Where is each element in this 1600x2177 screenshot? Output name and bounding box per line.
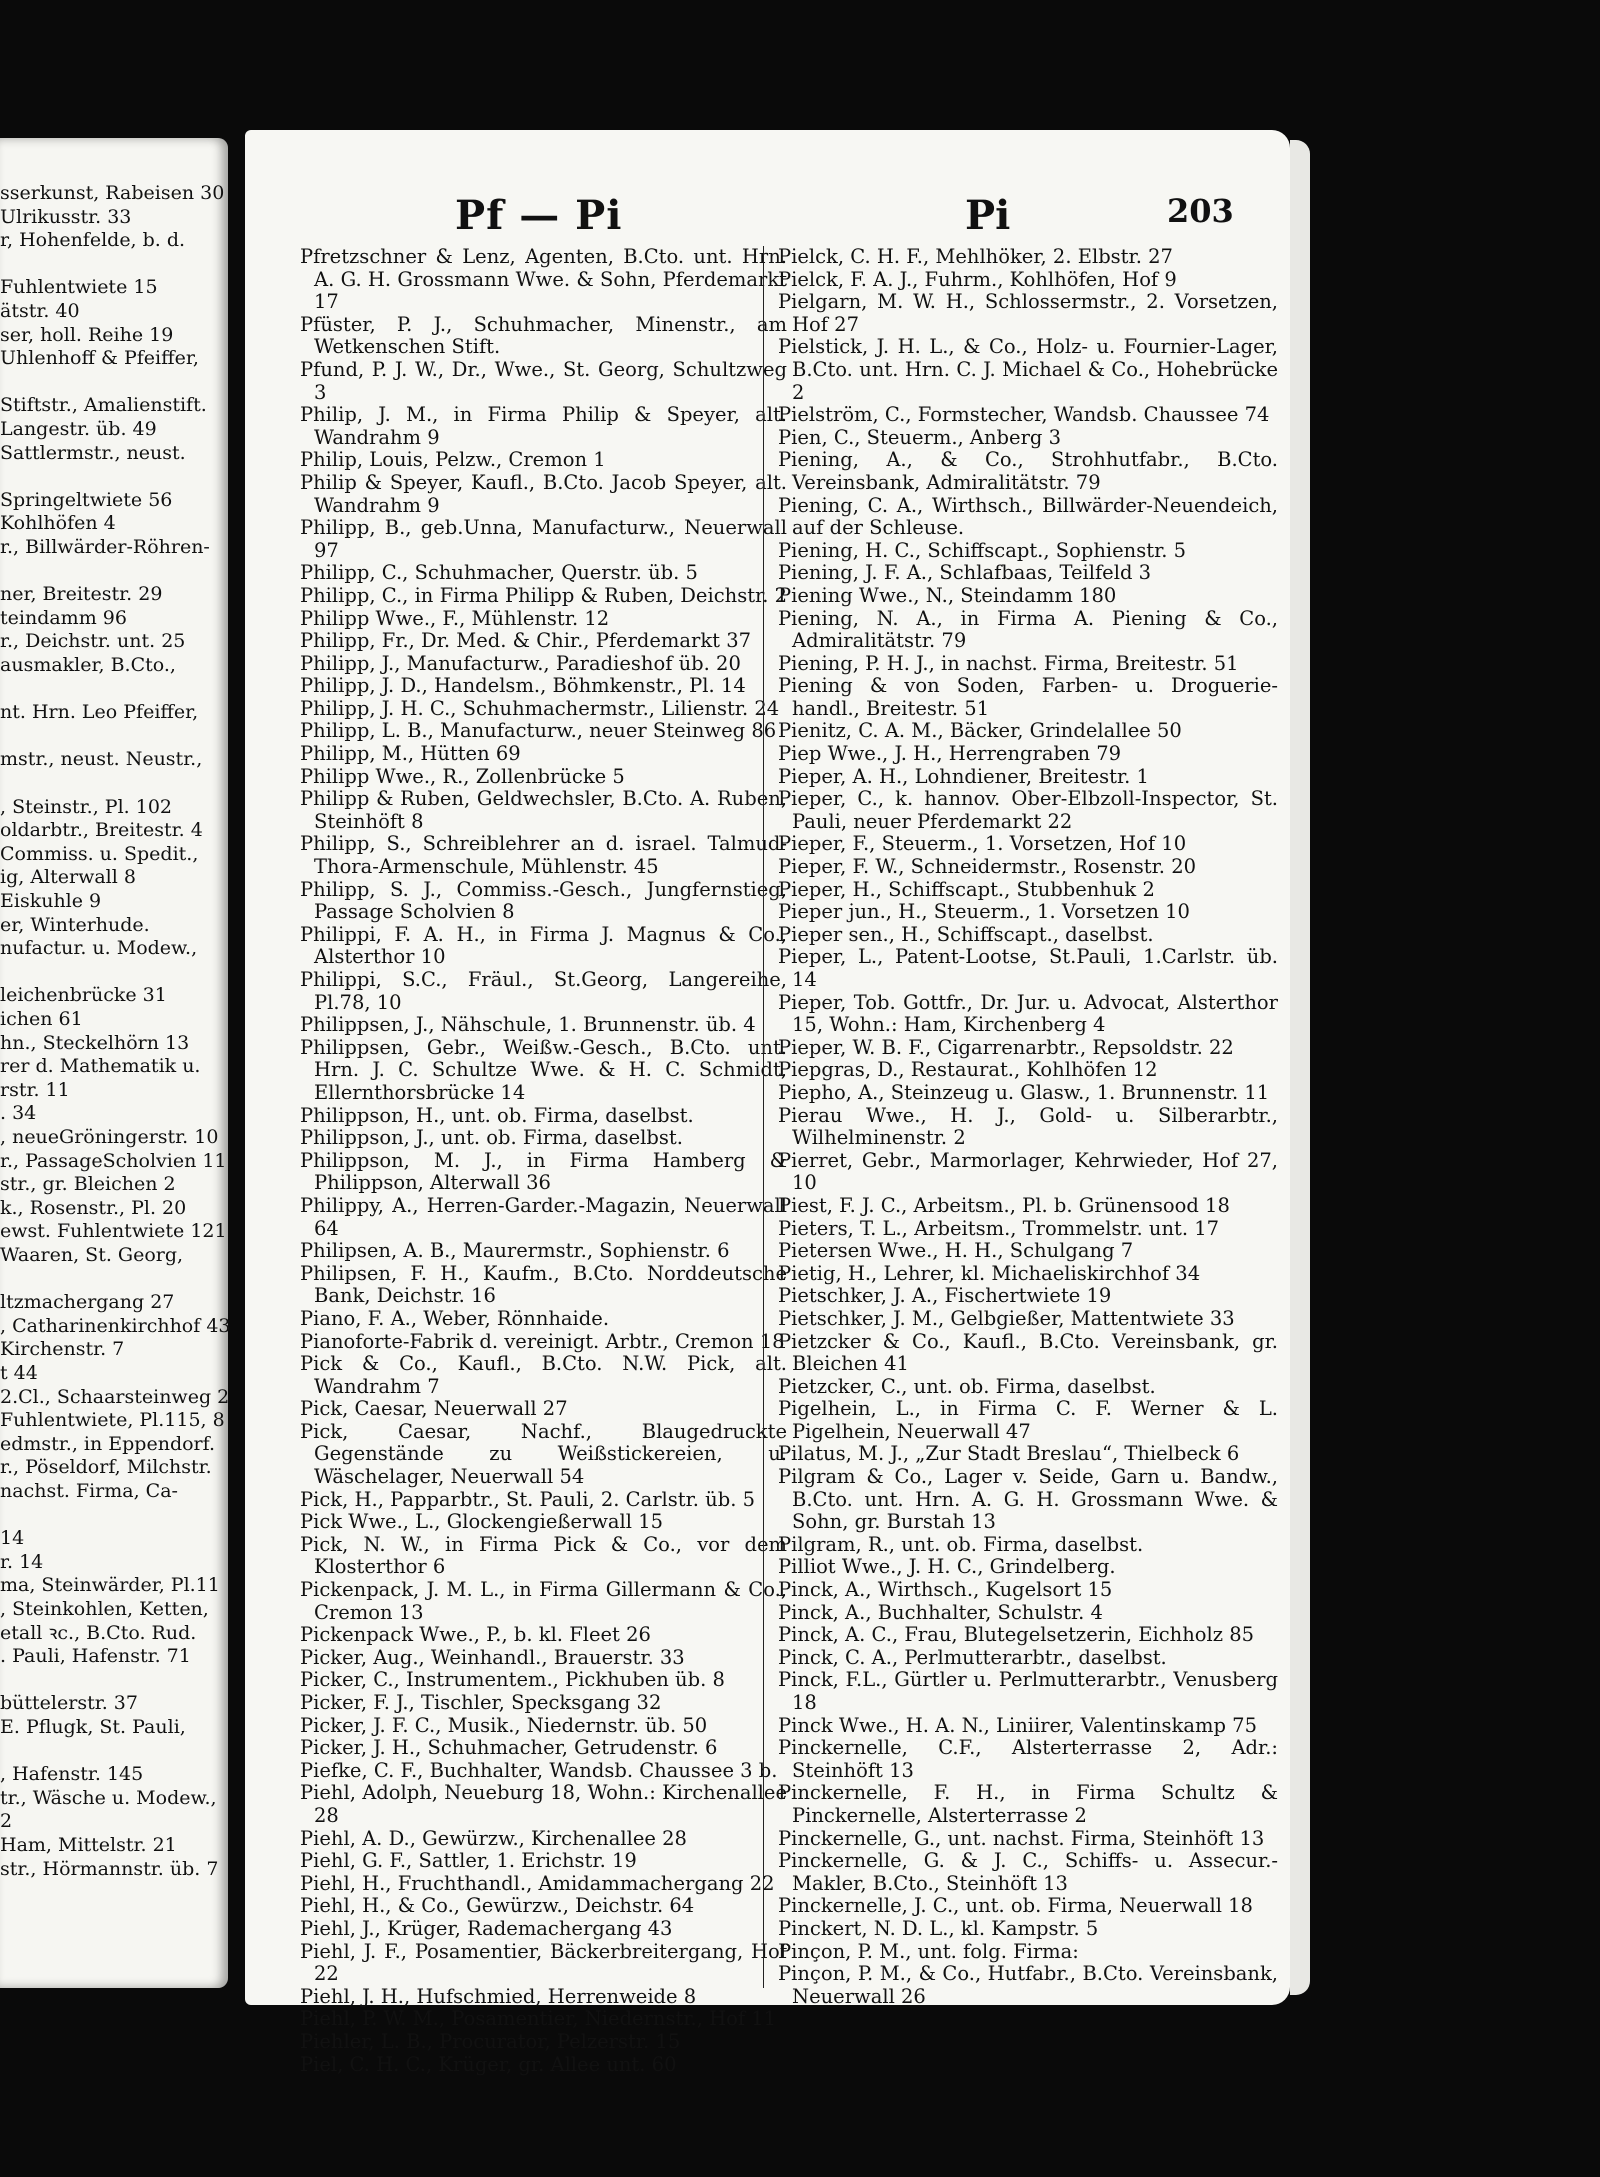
left-page-line: rer d. Mathematik u. — [0, 1055, 201, 1078]
directory-entry: Philipp Wwe., R., Zollenbrücke 5 — [300, 764, 625, 788]
directory-entry: Pieper, Tob. Gottfr., Dr. Jur. u. Advocat, Alsterthor 15, Wohn.: Ham, Kirchenberg 4 — [778, 990, 1278, 1037]
directory-entry: Pietersen Wwe., H. H., Schulgang 7 — [778, 1239, 1134, 1263]
directory-entry: Pien, C., Steuerm., Anberg 3 — [778, 425, 1061, 449]
directory-entry: Piening, C. A., Wirthsch., Billwärder-Neuendeich, auf der Schleuse. — [778, 493, 1278, 540]
left-page-line: büttelerstr. 37 — [0, 1692, 138, 1715]
directory-entry: Piehler, L. B., Procurator, Pelzerstr. 15 — [300, 2029, 681, 2053]
directory-entry: Philip, Louis, Pelzw., Cremon 1 — [300, 448, 606, 472]
directory-entry: Pickenpack, J. M. L., in Firma Gillermann & Co., Cremon 13 — [300, 1578, 787, 1624]
right-column — [763, 245, 1278, 2008]
directory-entry: Philipp, C., Schuhmacher, Querstr. üb. 5 — [300, 561, 698, 585]
directory-entry: Piepgras, D., Restaurat., Kohlhöfen 12 — [778, 1058, 1158, 1082]
directory-entry: Philipp, J. H. C., Schuhmachermstr., Lilienstr. 24 — [300, 696, 780, 720]
left-page-line: , Steinkohlen, Ketten, — [0, 1598, 209, 1620]
directory-entry: Pigelhein, L., in Firma C. F. Werner & L. Pigelhein, Neuerwall 47 — [778, 1397, 1278, 1443]
directory-entry: Pick & Co., Kaufl., B.Cto. N.W. Pick, alt. Wandrahm 7 — [300, 1352, 787, 1398]
directory-entry: Pilgram & Co., Lager v. Seide, Garn u. Bandw., B.Cto. unt. Hrn. A. G. H. Grossmann Wwe. & Sohn, gr. Burstah 13 — [778, 1465, 1278, 1534]
directory-entry: Pieper jun., H., Steuerm., 1. Vorsetzen 10 — [778, 900, 1190, 924]
left-page-line: mstr., neust. Neustr., — [0, 748, 203, 771]
left-page-line: nachst. Firma, Ca- — [0, 1480, 178, 1502]
directory-entry: Piehl, Adolph, Neueburg 18, Wohn.: Kirchenallee 28 — [300, 1781, 787, 1827]
left-page-line: etall ꝛc., B.Cto. Rud. — [0, 1621, 197, 1644]
directory-entry: Pielck, C. H. F., Mehlhöker, 2. Elbstr. 27 — [778, 245, 1173, 268]
left-page-line: ma, Steinwärder, Pl.11 — [0, 1574, 220, 1597]
directory-entry: Picker, J. H., Schuhmacher, Getrudenstr. 6 — [300, 1736, 718, 1760]
left-page-line: r., PassageScholvien 11 — [0, 1149, 227, 1172]
directory-entry: Piening, A., & Co., Strohhutfabr., B.Cto. Vereinsbank, Admiralitätstr. 79 — [778, 448, 1278, 494]
directory-entry: Pinckernelle, J. C., unt. ob. Firma, Neuerwall 18 — [778, 1894, 1253, 1918]
left-page-line: Sattlermstr., neust. — [0, 441, 186, 464]
directory-entry: Philipp, Fr., Dr. Med. & Chir., Pferdemarkt 37 — [300, 629, 752, 653]
directory-entry: Philipp, J., Manufacturw., Paradieshof üb. 20 — [300, 651, 741, 675]
directory-entry: Philipp, L. B., Manufacturw., neuer Steinweg 86 — [300, 719, 777, 743]
directory-entry: Philippson, H., unt. ob. Firma, daselbst. — [300, 1103, 694, 1127]
directory-entry: Pick, Caesar, Neuerwall 27 — [300, 1397, 568, 1421]
directory-entry: Piehl, J. F., Posamentier, Bäckerbreitergang, Hof 22 — [300, 1939, 787, 1986]
directory-entry: Philippson, J., unt. ob. Firma, daselbst. — [300, 1126, 683, 1150]
left-page-line: ner, Breitestr. 29 — [0, 583, 163, 606]
left-page-line: Kirchenstr. 7 — [0, 1338, 125, 1361]
directory-entry: Philipp, J. D., Handelsm., Böhmkenstr., Pl. 14 — [300, 674, 746, 698]
directory-entry: Picker, F. J., Tischler, Specksgang 32 — [300, 1691, 662, 1714]
directory-entry: Pfund, P. J. W., Dr., Wwe., St. Georg, Schultzweg 3 — [300, 357, 787, 404]
directory-entry: Pinckert, N. D. L., kl. Kampstr. 5 — [778, 1916, 1099, 1940]
directory-entry: Piefke, C. F., Buchhalter, Wandsb. Chaussee 3 b. — [300, 1758, 778, 1782]
directory-entry: Pick, H., Papparbtr., St. Pauli, 2. Carlstr. üb. 5 — [300, 1487, 756, 1511]
directory-entry: Philipp, S., Schreiblehrer an d. israel. Talmud-Thora-Armenschule, Mühlenstr. 45 — [300, 832, 787, 879]
directory-entry: Pieper, W. B. F., Cigarrenarbtr., Repsoldstr. 22 — [778, 1035, 1234, 1059]
directory-entry: Philippson, M. J., in Firma Hamberg & Philippson, Alterwall 36 — [300, 1148, 787, 1195]
left-page-line: teindamm 96 — [0, 606, 127, 629]
left-page-line: Ulrikusstr. 33 — [0, 205, 132, 228]
directory-entry: Pfüster, P. J., Schuhmacher, Minenstr., am Wetkenschen Stift. — [300, 312, 787, 359]
directory-entry: Philipp & Ruben, Geldwechsler, B.Cto. A. Ruben, Steinhöft 8 — [300, 787, 787, 833]
left-page-line: Springeltwiete 56 — [0, 488, 173, 511]
left-page-line: r, Hohenfelde, b. d. — [0, 229, 186, 252]
directory-entry: Pierau Wwe., H. J., Gold- u. Silberarbtr., Wilhelminenstr. 2 — [778, 1103, 1278, 1150]
directory-entry: Picker, Aug., Weinhandl., Brauerstr. 33 — [300, 1645, 685, 1669]
directory-page — [245, 130, 1290, 2076]
directory-entry: Piehl, J., Krüger, Rademachergang 43 — [300, 1916, 673, 1940]
directory-entry: Piehl, A. D., Gewürzw., Kirchenallee 28 — [300, 1826, 687, 1850]
directory-entry: Pieper, L., Patent-Lootse, St.Pauli, 1.Carlstr. üb. 14 — [778, 945, 1278, 991]
directory-entry: Pieters, T. L., Arbeitsm., Trommelstr. unt. 17 — [778, 1216, 1220, 1240]
directory-entry: Piep Wwe., J. H., Herrengraben 79 — [778, 742, 1122, 766]
directory-entry: Pinckernelle, G., unt. nachst. Firma, Steinhöft 13 — [778, 1826, 1265, 1850]
directory-entry: Philippi, F. A. H., in Firma J. Magnus & Co., Alsterthor 10 — [300, 922, 787, 969]
directory-entry: Pinckernelle, C.F., Alsterterrasse 2, Adr.: Steinhöft 13 — [778, 1736, 1278, 1782]
left-page-line: . Pauli, Hafenstr. 71 — [0, 1645, 191, 1668]
left-page-line: Fuhlentwiete 15 — [0, 276, 158, 299]
left-page-line: er, Winterhude. — [0, 913, 150, 936]
left-page-line: . 34 — [0, 1102, 37, 1125]
directory-entry: Pick, N. W., in Firma Pick & Co., vor dem Klosterthor 6 — [300, 1532, 787, 1579]
left-page-line: Commiss. u. Spedit., — [0, 842, 199, 865]
directory-entry: Picker, J. F. C., Musik., Niedernstr. üb. 50 — [300, 1713, 708, 1737]
directory-entry: Piening, P. H. J., in nachst. Firma, Breitestr. 51 — [778, 651, 1239, 675]
left-page-line: t 44 — [0, 1362, 38, 1384]
directory-entry: Pieper, A. H., Lohndiener, Breitestr. 1 — [778, 764, 1149, 788]
directory-entry: Piest, F. J. C., Arbeitsm., Pl. b. Grünensood 18 — [778, 1193, 1230, 1217]
page-edge — [1290, 140, 1310, 1995]
directory-entry: Pietig, H., Lehrer, kl. Michaeliskirchhof 34 — [778, 1261, 1201, 1285]
directory-entry: Philipp, M., Hütten 69 — [300, 742, 521, 766]
directory-entry: Piehl, H., & Co., Gewürzw., Deichstr. 64 — [300, 1894, 695, 1918]
directory-entry: Pielstick, J. H. L., & Co., Holz- u. Fournier-Lager, B.Cto. unt. Hrn. C. J. Michael & Co., Hohebrücke 2 — [778, 335, 1278, 404]
left-page-line: ser, holl. Reihe 19 — [0, 323, 174, 346]
directory-entry: Philipsen, A. B., Maurermstr., Sophienstr. 6 — [300, 1239, 730, 1263]
directory-entry: Pinck, F.L., Gürtler u. Perlmutterarbtr., Venusberg 18 — [778, 1668, 1278, 1714]
left-page-line: k., Rosenstr., Pl. 20 — [0, 1196, 187, 1219]
directory-entry: Pieper, F., Steuerm., 1. Vorsetzen, Hof 10 — [778, 832, 1187, 856]
directory-entry: Philipp, S. J., Commiss.-Gesch., Jungfernstieg, Passage Scholvien 8 — [300, 877, 787, 924]
directory-entry: Pinck, A., Buchhalter, Schulstr. 4 — [778, 1600, 1103, 1624]
left-page-line: edmstr., in Eppendorf. — [0, 1432, 216, 1455]
left-page-line: Fuhlentwiete, Pl.115, 8 — [0, 1409, 225, 1432]
directory-entry: Pinckernelle, F. H., in Firma Schultz & Pinckernelle, Alsterterrasse 2 — [778, 1781, 1278, 1827]
directory-entry: Picker, C., Instrumentem., Pickhuben üb. 8 — [300, 1668, 725, 1692]
directory-entry: Philipp, B., geb.Unna, Manufacturw., Neuerwall 97 — [300, 516, 787, 562]
directory-entry: Pieper sen., H., Schiffscapt., daselbst. — [778, 922, 1154, 946]
running-header-letter: Pi — [965, 192, 1011, 239]
directory-entry: Piel, C. H. C., Krüger, gr. Allee unt. 60 — [300, 2052, 677, 2076]
directory-entry: Philipsen, F. H., Kaufm., B.Cto. Norddeutsche Bank, Deichstr. 16 — [300, 1261, 787, 1308]
left-page-line: Ham, Mittelstr. 21 — [0, 1834, 177, 1856]
left-page-line: leichenbrücke 31 — [0, 984, 167, 1007]
left-page-line: E. Pflugk, St. Pauli, — [0, 1716, 186, 1738]
directory-entry: Pieper, H., Schiffscapt., Stubbenhuk 2 — [778, 877, 1155, 901]
left-page-line: ausmakler, B.Cto., — [0, 654, 176, 676]
directory-entry: Piano, F. A., Weber, Rönnhaide. — [300, 1306, 610, 1330]
directory-entry: Philippsen, Gebr., Weißw.-Gesch., B.Cto. unt. Hrn. J. C. Schultze Wwe. & H. C. Schmidt, Ellernthorsbrücke 14 — [300, 1035, 787, 1104]
directory-entry: Pinck Wwe., H. A. N., Liniirer, Valentinskamp 75 — [778, 1713, 1257, 1737]
left-page-line: ig, Alterwall 8 — [0, 866, 136, 889]
directory-entry: Pinck, A., Wirthsch., Kugelsort 15 — [778, 1578, 1113, 1602]
directory-entry: Pilatus, M. J., „Zur Stadt Breslau“, Thielbeck 6 — [778, 1442, 1240, 1466]
directory-entry: Philipp Wwe., F., Mühlenstr. 12 — [300, 606, 610, 630]
left-page-line: r. 14 — [0, 1550, 44, 1573]
left-page-line: 2.Cl., Schaarsteinweg 2 — [0, 1385, 230, 1408]
running-header-range: Pf — Pi — [455, 192, 623, 239]
directory-entry: Pietzcker, C., unt. ob. Firma, daselbst. — [778, 1374, 1156, 1398]
directory-entry: Pickenpack Wwe., P., b. kl. Fleet 26 — [300, 1623, 651, 1647]
directory-entry: Pielström, C., Formstecher, Wandsb. Chaussee 74 — [778, 403, 1270, 427]
directory-entry: Piening, N. A., in Firma A. Piening & Co., Admiralitätstr. 79 — [778, 606, 1278, 653]
directory-entry: Philip & Speyer, Kaufl., B.Cto. Jacob Speyer, alt. Wandrahm 9 — [300, 470, 787, 517]
directory-entry: Piehl, J. H., Hufschmied, Herrenweide 8 — [300, 1984, 697, 2008]
left-page-line: , Catharinenkirchhof 43 — [0, 1314, 231, 1337]
left-page-line: r., Deichstr. unt. 25 — [0, 630, 186, 653]
left-page-line: ltzmachergang 27 — [0, 1291, 175, 1314]
left-page-line: hn., Steckelhörn 13 — [0, 1031, 190, 1054]
directory-entry: Pilgram, R., unt. ob. Firma, daselbst. — [778, 1532, 1144, 1556]
left-page-line: ätstr. 40 — [0, 300, 80, 322]
directory-entry: Pierret, Gebr., Marmorlager, Kehrwieder, Hof 27, 10 — [778, 1148, 1278, 1195]
directory-entry: Piening & von Soden, Farben- u. Droguerie-handl., Breitestr. 51 — [778, 674, 1278, 720]
left-page-line: , Hafenstr. 145 — [0, 1763, 144, 1786]
directory-entry: Pienitz, C. A. M., Bäcker, Grindelallee 50 — [778, 719, 1182, 743]
left-page-line: Uhlenhoff & Pfeiffer, — [0, 347, 199, 370]
directory-entry: Pick Wwe., L., Glockengießerwall 15 — [300, 1510, 664, 1534]
left-page-line: nt. Hrn. Leo Pfeiffer, — [0, 701, 199, 724]
left-page-line: nufactur. u. Modew., — [0, 937, 198, 960]
directory-entry: Pielgarn, M. W. H., Schlossermstr., 2. Vorsetzen, Hof 27 — [778, 290, 1278, 336]
left-page-line: ewst. Fuhlentwiete 121 — [0, 1220, 227, 1243]
directory-entry: Pietzcker & Co., Kaufl., B.Cto. Vereinsbank, gr. Bleichen 41 — [778, 1329, 1278, 1376]
directory-entry: Philip, J. M., in Firma Philip & Speyer, alt. Wandrahm 9 — [300, 403, 787, 449]
left-column — [300, 245, 788, 2076]
left-page-line: Stiftstr., Amalienstift. — [0, 394, 207, 417]
directory-entry: Pielck, F. A. J., Fuhrm., Kohlhöfen, Hof 9 — [778, 267, 1177, 291]
left-page-line: r., Billwärder-Röhren- — [0, 536, 210, 558]
left-page-line: 2 — [0, 1810, 13, 1833]
directory-entry: Pfretzschner & Lenz, Agenten, B.Cto. unt. Hrn. A. G. H. Grossmann Wwe. & Sohn, Pferdemarkt 17 — [300, 245, 787, 314]
directory-entry: Pinck, A. C., Frau, Blutegelsetzerin, Eichholz 85 — [778, 1623, 1255, 1647]
page-number: 203 — [1167, 192, 1234, 230]
directory-entry: Pilliot Wwe., J. H. C., Grindelberg. — [778, 1555, 1116, 1579]
directory-entry: Piehl, G. F., Sattler, 1. Erichstr. 19 — [300, 1849, 637, 1873]
directory-entry: Pinckernelle, G. & J. C., Schiffs- u. Assecur.-Makler, B.Cto., Steinhöft 13 — [778, 1849, 1278, 1895]
directory-entry: Pinçon, P. M., unt. folg. Firma: — [778, 1939, 1079, 1963]
directory-entry: Pieper, F. W., Schneidermstr., Rosenstr. 20 — [778, 855, 1197, 879]
left-page-line: Waaren, St. Georg, — [0, 1244, 184, 1266]
directory-entry: Piening, H. C., Schiffscapt., Sophienstr. 5 — [778, 538, 1187, 562]
left-page-line: tr., Wäsche u. Modew., — [0, 1786, 217, 1809]
left-page-line: r., Pöseldorf, Milchstr. — [0, 1456, 212, 1479]
directory-entry: Piening, J. F. A., Schlafbaas, Teilfeld 3 — [778, 561, 1152, 585]
directory-entry: Philippi, S.C., Fräul., St.Georg, Langereihe, Pl.78, 10 — [300, 968, 787, 1014]
left-page-line: ichen 61 — [0, 1008, 83, 1030]
left-page-line: Langestr. üb. 49 — [0, 418, 157, 440]
left-page-line: Kohlhöfen 4 — [0, 512, 116, 535]
left-page-line: 14 — [0, 1527, 25, 1550]
directory-entry: Philipp, C., in Firma Philipp & Ruben, Deichstr. 2 — [300, 583, 788, 607]
directory-entry: Pieper, C., k. hannov. Ober-Elbzoll-Inspector, St. Pauli, neuer Pferdemarkt 22 — [778, 787, 1278, 833]
directory-entry: Piepho, A., Steinzeug u. Glasw., 1. Brunnenstr. 11 — [778, 1080, 1270, 1104]
directory-entry: Pinck, C. A., Perlmutterarbtr., daselbst. — [778, 1645, 1167, 1669]
directory-entry: Piehl, H., Fruchthandl., Amidammachergang 22 — [300, 1871, 775, 1895]
directory-entry: Pick, Caesar, Nachf., Blaugedruckte Gegenstände zu Weißstickereien, u. Wäschelager, Neuerwall 54 — [300, 1419, 787, 1489]
left-page-line: , neueGröningerstr. 10 — [0, 1126, 219, 1148]
left-page-line: Eiskuhle 9 — [0, 890, 102, 912]
directory-entry: Pietschker, J. M., Gelbgießer, Mattentwiete 33 — [778, 1306, 1235, 1330]
left-page-line: , Steinstr., Pl. 102 — [0, 795, 172, 818]
directory-entry: Pietschker, J. A., Fischertwiete 19 — [778, 1284, 1112, 1308]
directory-entry: Pinçon, P. M., & Co., Hutfabr., B.Cto. Vereinsbank, Neuerwall 26 — [778, 1962, 1278, 2008]
left-page-line: rstr. 11 — [0, 1078, 70, 1101]
directory-entry: Philippsen, J., Nähschule, 1. Brunnenstr. üb. 4 — [300, 1013, 756, 1037]
directory-entry: Pianoforte-Fabrik d. vereinigt. Arbtr., Cremon 18 — [300, 1329, 785, 1353]
left-page-line: str., Hörmannstr. üb. 7 — [0, 1857, 219, 1880]
left-page-line: oldarbtr., Breitestr. 4 — [0, 819, 203, 842]
left-page-line: str., gr. Bleichen 2 — [0, 1173, 176, 1196]
left-page-fragment — [0, 138, 231, 1988]
directory-entry: Philippy, A., Herren-Garder.-Magazin, Neuerwall 64 — [300, 1193, 787, 1240]
directory-entry: Piehl, P. W. M., Posamentier, Niedernstr., Hof 11 — [300, 2007, 777, 2031]
directory-entry: Piening Wwe., N., Steindamm 180 — [778, 583, 1117, 607]
left-page-line: sserkunst, Rabeisen 30 — [0, 182, 225, 204]
